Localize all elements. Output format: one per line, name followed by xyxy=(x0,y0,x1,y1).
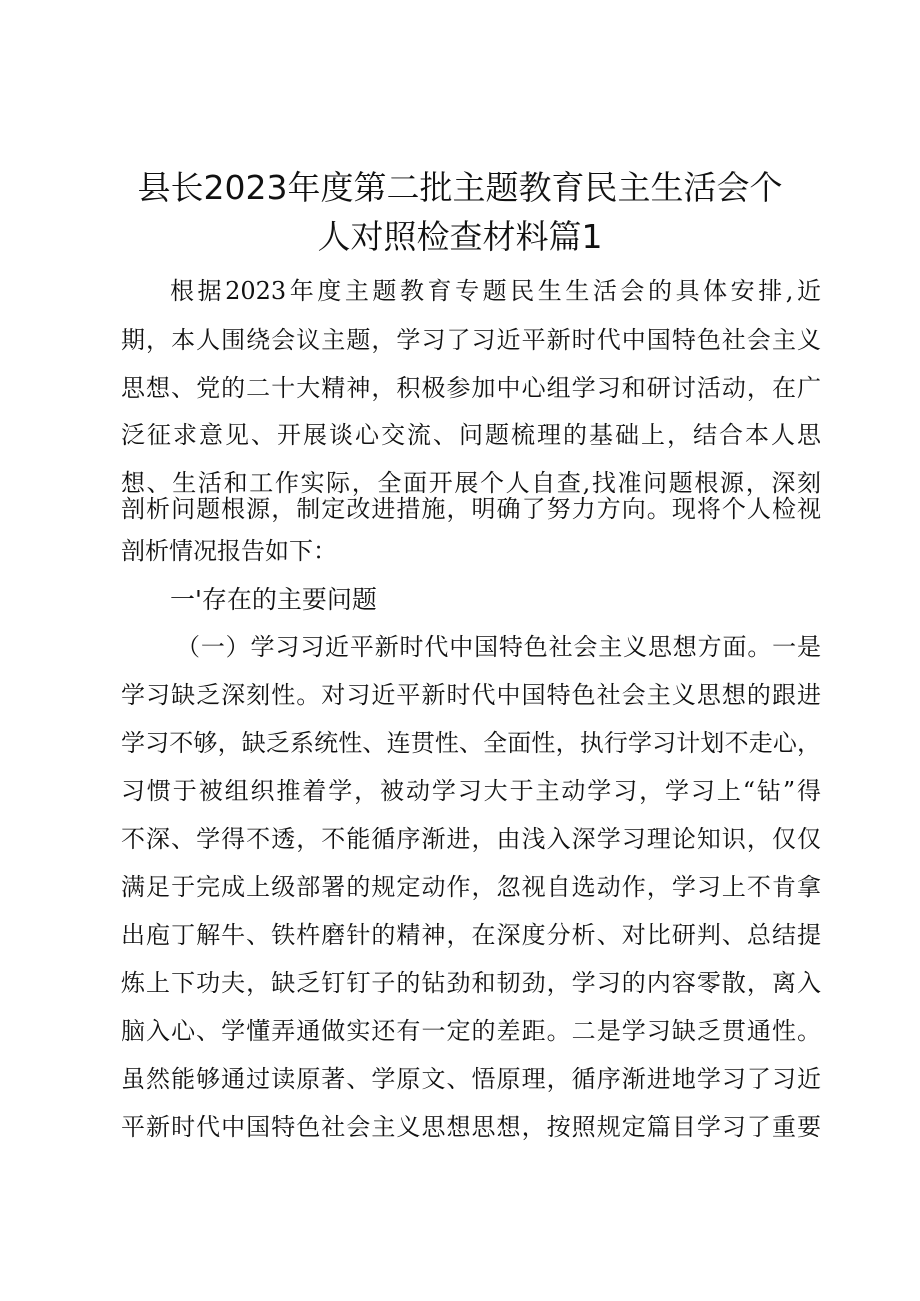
body-paragraph-line: 学习缺乏深刻性。对习近平新时代中国特色社会主义思想的跟进 xyxy=(121,681,821,709)
body-paragraph-line: 虽然能够通过读原著、学原文、悟原理，循序渐进地学习了习近 xyxy=(121,1065,821,1093)
body-paragraph-line: 满足于完成上级部署的规定动作，忽视自选动作，学习上不肯拿 xyxy=(121,873,821,901)
document-title-line-2: 人对照检查材料篇1 xyxy=(317,217,603,256)
section-heading: 一'存在的主要问题 xyxy=(170,585,377,614)
document-title-line-1: 县长2023年度第二批主题教育民主生活会个 xyxy=(137,168,783,207)
intro-paragraph-line: 根据2023年度主题教育专题民生生活会的具体安排,近 xyxy=(170,277,821,305)
body-paragraph-line: 学习不够，缺乏系统性、连贯性、全面性，执行学习计划不走心， xyxy=(121,729,821,757)
body-paragraph-line: 平新时代中国特色社会主义思想思想，按照规定篇目学习了重要 xyxy=(121,1113,821,1141)
body-paragraph-line: 习惯于被组织推着学，被动学习大于主动学习，学习上“钻”得 xyxy=(121,777,821,805)
intro-paragraph-line: 泛征求意见、开展谈心交流、问题梳理的基础上，结合本人思 xyxy=(121,421,821,449)
intro-paragraph-line: 剖析问题根源，制定改进措施，明确了努力方向。现将个人检视 xyxy=(121,495,821,523)
body-paragraph-line: 脑入心、学懂弄通做实还有一定的差距。二是学习缺乏贯通性。 xyxy=(121,1017,821,1045)
intro-paragraph-line: 期，本人围绕会议主题，学习了习近平新时代中国特色社会主义 xyxy=(121,326,821,354)
body-paragraph-line: 出庖丁解牛、铁杵磨针的精神，在深度分析、对比研判、总结提 xyxy=(121,921,821,949)
intro-paragraph-line: 想、生活和工作实际，全面开展个人自查,找准问题根源，深刻 xyxy=(121,469,821,497)
body-paragraph-line: （一）学习习近平新时代中国特色社会主义思想方面。一是 xyxy=(176,633,821,661)
intro-paragraph-line: 思想、党的二十大精神，积极参加中心组学习和研讨活动，在广 xyxy=(121,374,821,402)
body-paragraph-line: 炼上下功夫，缺乏钉钉子的钻劲和韧劲，学习的内容零散，离入 xyxy=(121,969,821,997)
intro-paragraph-line: 剖析情况报告如下： xyxy=(121,537,337,565)
body-paragraph-line: 不深、学得不透，不能循序渐进，由浅入深学习理论知识，仅仅 xyxy=(121,825,821,853)
